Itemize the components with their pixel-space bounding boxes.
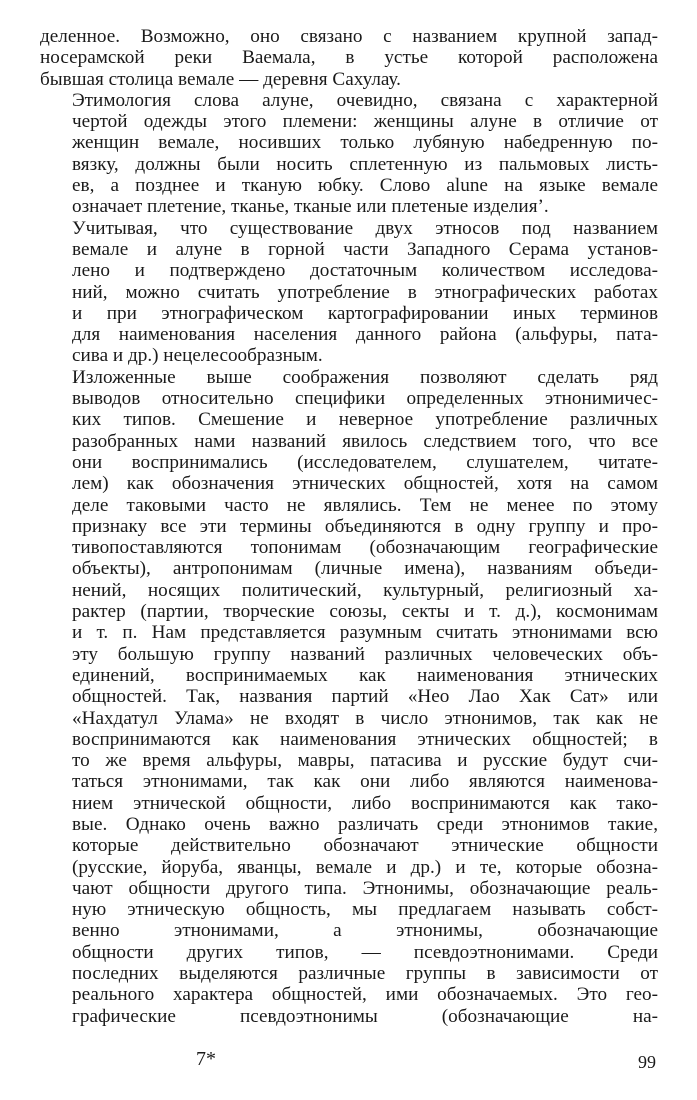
paragraph-3 — [40, 218, 658, 367]
text-line: признаку все эти термины объединяются в одну группу и про- — [72, 515, 658, 537]
text-line: разобранных нами названий явилось следствием того, что все — [72, 430, 658, 452]
text-line: эту большую группу названий различных человеческих объ- — [72, 643, 658, 665]
text-line: объекты), антропонимам (личные имена), названиям объеди- — [72, 558, 658, 580]
text-line: таться этнонимами, так как они либо являются наименова- — [72, 771, 658, 793]
signature-mark: 7* — [196, 1048, 216, 1070]
text-line: они воспринимались (исследователем, слушателем, читате- — [72, 451, 658, 473]
text-line: (русские, йоруба, яванцы, вемале и др.) и те, которые обозна- — [72, 856, 658, 878]
text-line: общностей. Так, названия партий «Нео Лао Хак Сат» или — [72, 686, 658, 708]
text-line: общности других типов, — псевдоэтнонимами. Среди — [72, 941, 658, 963]
text-line: женщин вемале, носивших только лубяную набедренную по- — [72, 132, 658, 154]
text-line: лем) как обозначения этнических общностей, хотя на самом — [72, 473, 658, 495]
paragraph-2 — [40, 90, 658, 218]
text-line: нием этнической общности, либо воспринимаются как тако- — [72, 792, 658, 814]
text-line: лено и подтверждено достаточным количеством исследова- — [72, 260, 658, 282]
text-line: означает плетение, тканье, тканые или плетеные изделия’. — [72, 196, 549, 218]
text-line: и т. п. Нам представляется разумным считать этнонимами всю — [72, 622, 658, 644]
text-line: чертой одежды этого племени: женщины алуне в отличие от — [72, 111, 658, 133]
text-line: рактер (партии, творческие союзы, секты и т. д.), космонимам — [72, 601, 658, 623]
body-text — [40, 26, 658, 1027]
page-number: 99 — [638, 1052, 656, 1072]
text-line: воспринимаются как наименования этнических общностей; в — [72, 728, 658, 750]
text-line: сива и др.) нецелесообразным. — [72, 345, 323, 367]
text-line: ную этническую общность, мы предлагаем называть собст- — [72, 899, 658, 921]
text-line: ев, а позднее и тканую юбку. Слово alune на языке вемале — [72, 175, 658, 197]
text-line: носерамской реки Ваемала, в устье которой расположена — [40, 47, 658, 69]
text-line: тивопоставляются топонимам (обозначающим географические — [72, 537, 658, 559]
text-line: деленное. Возможно, оно связано с названием крупной запад- — [40, 26, 658, 47]
text-line: реального характера общностей, ими обозначаемых. Это гео- — [72, 984, 658, 1006]
text-line: бывшая столица вемале — деревня Сахулау. — [40, 68, 401, 90]
text-line: и при этнографическом картографировании иных терминов — [72, 302, 658, 324]
text-line: которые действительно обозначают этнические общности — [72, 835, 658, 857]
text-line: деле таковыми часто не являлись. Тем не менее по этому — [72, 494, 658, 516]
text-line: вые. Однако очень важно различать среди этнонимов такие, — [72, 813, 658, 835]
text-line: для наименования населения данного района (альфуры, пата- — [72, 324, 658, 346]
text-line: чают общности другого типа. Этнонимы, обозначающие реаль- — [72, 877, 658, 899]
text-line: ких типов. Смешение и неверное употребление различных — [72, 409, 658, 431]
text-line: ний, можно считать употребление в этнографических работах — [72, 281, 658, 303]
text-line: единений, воспринимаемых как наименования этнических — [72, 664, 658, 686]
text-line: выводов относительно специфики определенных этнонимичес- — [72, 388, 658, 410]
text-line: графические псевдоэтнонимы (обозначающие на- — [72, 1005, 658, 1027]
text-line: венно этнонимами, а этнонимы, обозначающие — [72, 920, 658, 942]
text-line: нений, носящих политический, культурный, религиозный ха- — [72, 579, 658, 601]
text-line: «Нахдатул Улама» не входят в число этнонимов, так как не — [72, 707, 658, 729]
text-line: Учитывая, что существование двух этносов под названием — [72, 217, 658, 239]
paragraph-1 — [40, 26, 658, 90]
text-line: Этимология слова алуне, очевидно, связана с характерной — [72, 89, 658, 111]
text-line: то же время альфуры, мавры, патасива и русские будут счи- — [72, 750, 658, 772]
text-line: вемале и алуне в горной части Западного Серама установ- — [72, 238, 658, 260]
text-line: вязку, должны были носить сплетенную из пальмовых листь- — [72, 153, 658, 175]
text-line: последних выделяются различные группы в зависимости от — [72, 963, 658, 985]
text-line: Изложенные выше соображения позволяют сделать ряд — [72, 366, 658, 388]
paragraph-4 — [40, 367, 658, 1027]
